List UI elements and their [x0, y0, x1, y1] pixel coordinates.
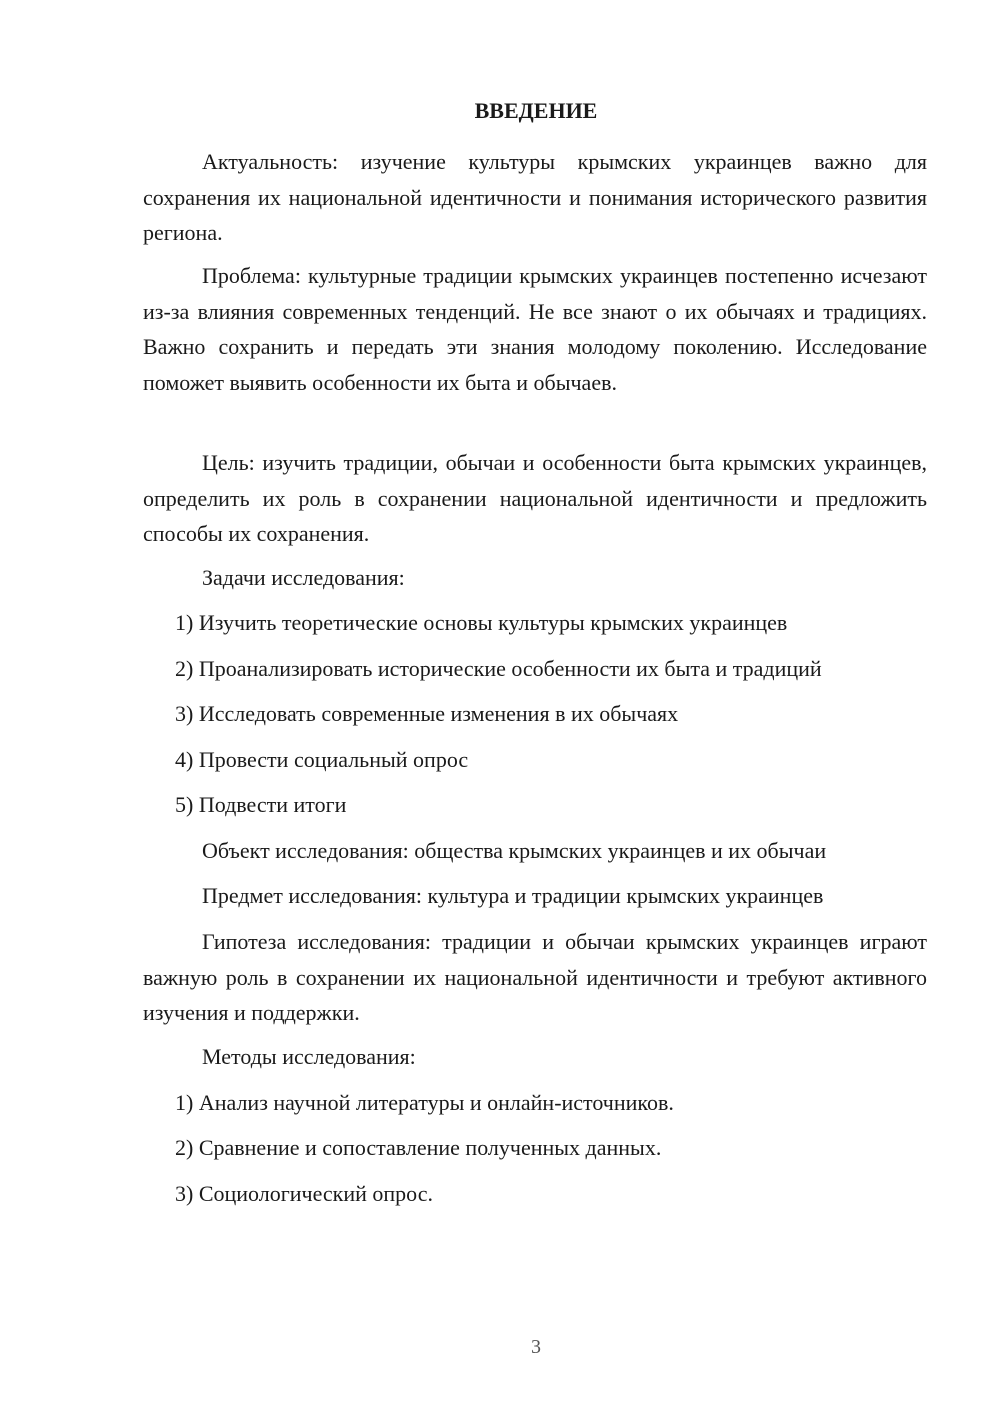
- task-item-1: 1) Изучить теоретические основы культуры крымских украинцев: [175, 610, 788, 635]
- method-item-3: 3) Социологический опрос.: [175, 1181, 433, 1206]
- task-item-4: 4) Провести социальный опрос: [175, 747, 469, 772]
- section-title: ВВЕДЕНИЕ: [474, 98, 598, 123]
- goal-paragraph: Цель: изучить традиции, обычаи и особенности быта крымских украинцев, определить их роль в сохранении национальной идентичности и предложить способы их сохранения.: [143, 450, 927, 546]
- methods-heading: Методы исследования:: [202, 1044, 416, 1069]
- page-number: 3: [531, 1336, 541, 1358]
- method-item-1: 1) Анализ научной литературы и онлайн-источников.: [175, 1090, 674, 1115]
- relevance-paragraph: Актуальность: изучение культуры крымских украинцев важно для сохранения их национальной идентичности и понимания исторического развития региона.: [143, 149, 927, 245]
- research-object: Объект исследования: общества крымских украинцев и их обычаи: [202, 838, 827, 863]
- tasks-heading: Задачи исследования:: [202, 565, 405, 590]
- method-item-2: 2) Сравнение и сопоставление полученных данных.: [175, 1135, 662, 1160]
- task-item-3: 3) Исследовать современные изменения в их обычаях: [175, 701, 679, 726]
- task-item-5: 5) Подвести итоги: [175, 792, 347, 817]
- task-item-2: 2) Проанализировать исторические особенности их быта и традиций: [175, 656, 822, 681]
- problem-paragraph: Проблема: культурные традиции крымских украинцев постепенно исчезают из-за влияния современных тенденций. Не все знают о их обычаях и традициях. Важно сохранить и передать эти знания молодому поколению. Исследование поможет выявить особенности их быта и обычаев.: [143, 263, 927, 395]
- hypothesis-paragraph: Гипотеза исследования: традиции и обычаи крымских украинцев играют важную роль в сохранении их национальной идентичности и требуют активного изучения и поддержки.: [143, 929, 927, 1025]
- research-subject: Предмет исследования: культура и традиции крымских украинцев: [202, 883, 824, 908]
